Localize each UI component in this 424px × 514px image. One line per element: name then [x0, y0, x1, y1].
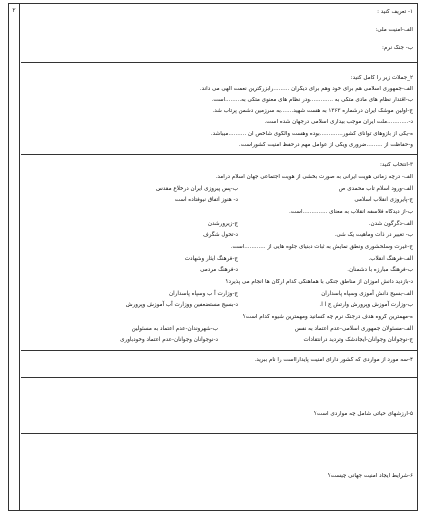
q2-title: ۲_جملات زیر را کامل کنید: [350, 75, 413, 81]
divider [21, 154, 417, 155]
q1-title: ۱- تعریف کنید : [377, 9, 413, 15]
q3-b-opt1: الف-دگرگون شدن. [368, 221, 413, 227]
q3-b-opt2: ج-زیرورشدن [207, 221, 238, 227]
q3-a: الف- درچه زمانی هویت ایرانی به صورت بخشی از هویت اجتماعی جهان اسلام درآمد. [215, 174, 413, 180]
q3-c: ج-غیرت وسلحشوری ونطق نمایش به ثبات دبنیای جلوه هایی از ............است. [230, 244, 413, 250]
q3-c-opt2: ج-فرهنگ ایثار وشهادت [184, 256, 238, 262]
q1-a: الف-امنیت ملی: [375, 27, 413, 33]
q3-a-opt3: ج-پایروزی انقلاب اسلامی [354, 197, 413, 203]
divider [21, 377, 417, 378]
exam-sheet [8, 3, 418, 511]
q2-e: ه-یکی از بازوهای توانای کشور.............بوده وهست والگوی شاخص آن ..........میباشد. [210, 131, 413, 137]
score-column-divider [19, 4, 20, 510]
q3-c-opt3: ب-فرهنگ مبارزه با دشمنان. [347, 267, 413, 273]
q2-b: ب-اقتدار نظام های مادی متکی به .............ودر نظام های معنوی متکی به.........است. [211, 97, 413, 103]
q3-e-opt1: الف-مسئولان جمهوری اسلامی-عدم اعتماد به نفس [294, 326, 413, 332]
q3-b: ب-از دیدگاه فلاسفه انقلاب به معنای ..............است. [289, 209, 413, 215]
q3-d-opt4: د-بسیج مستضعفین ووزارت آب آموزش وپرورش [125, 302, 238, 308]
q2-d: د-............ملت ایران موجب بیداری اسلامی درجهان شده است. [264, 119, 413, 125]
q3-a-opt4: د- هنوز اتفاق نیوفتاده است [174, 197, 238, 203]
q3-d-opt2: ج-وزارت آ ب وسپاه پاسداران [169, 291, 238, 297]
q3-title: ۳-انتخاب کنید: [379, 162, 413, 168]
divider [21, 62, 417, 63]
q2-c: ج-اولین موشک ایران درشماره ۱۳۶۳ به هست شهید.......به سرزمین دشمن پرتاب شد. [212, 108, 413, 114]
q6: ۶-شرایط ایجاد امنیت جهانی چیست؟ [327, 473, 413, 479]
q3-e-opt3: ج-نوجوانان وجوانان-ایجادشک وتردید درانتقادات [303, 337, 413, 343]
score-value: ۲ [12, 7, 16, 14]
q3-a-opt1: الف-ورود اسلام تاب محمدی ص [338, 186, 413, 192]
questions [21, 7, 413, 510]
q3-b-opt3: ب- تغییر در ذات وماهیت یک شی. [334, 232, 413, 238]
q3-b-opt4: د-تحول شگرف [202, 232, 238, 238]
q3-e: ه-مهمترین گروه هدف درجنگ نرم چه کسانید ومهمترین شیوه کدام است؟ [242, 314, 413, 320]
q3-e-opt2: ب-شهروندان-عدم اعتماد به مسئولین [131, 326, 218, 332]
q3-a-opt2: ب-پس پیروزی ایران درخلاع مقدس [156, 186, 238, 192]
q2-f: و-حفاظت از .........ضروری ویکی از عوامل مهم درحفظ امنیت کشوراست. [238, 142, 413, 148]
q1-b: ب- جنگ نرم: [382, 45, 413, 51]
q3-c-opt4: د-فرهنگ مردمی [200, 267, 238, 273]
q3-e-opt4: د-نوجوانان وجوانان-عدم اعتماد وخودباوری [120, 337, 218, 343]
q3-c-opt1: الف-فرهنگ انقلاب. [368, 256, 413, 262]
q5: ۵-ارزشهای حیاتی شامل چه مواردی است؟ [313, 411, 413, 417]
q3-d-opt1: الف-بسیج دانش آموزی وسپاه پاسداران [321, 291, 413, 297]
q3-d-opt3: ب-وزارت آموزش وپرورش وارتش ج ا ا. [319, 302, 413, 308]
divider [21, 433, 417, 434]
q2-a: الف-جمهوری اسلامی هم برای خود وهم برای دیگران .........رابزرگترین نعمت الهی می داند. [199, 86, 413, 92]
q4: ۴-سه مورد از مواردی که کشور دارای امنیت پایدارااست را نام ببرید. [254, 357, 413, 363]
q3-d: د-بازدید دانش آموزان از مناطق جنگی با هماهنگی کدام ارگان ها انجام می پذیرد؟ [225, 279, 413, 285]
divider [21, 350, 417, 351]
